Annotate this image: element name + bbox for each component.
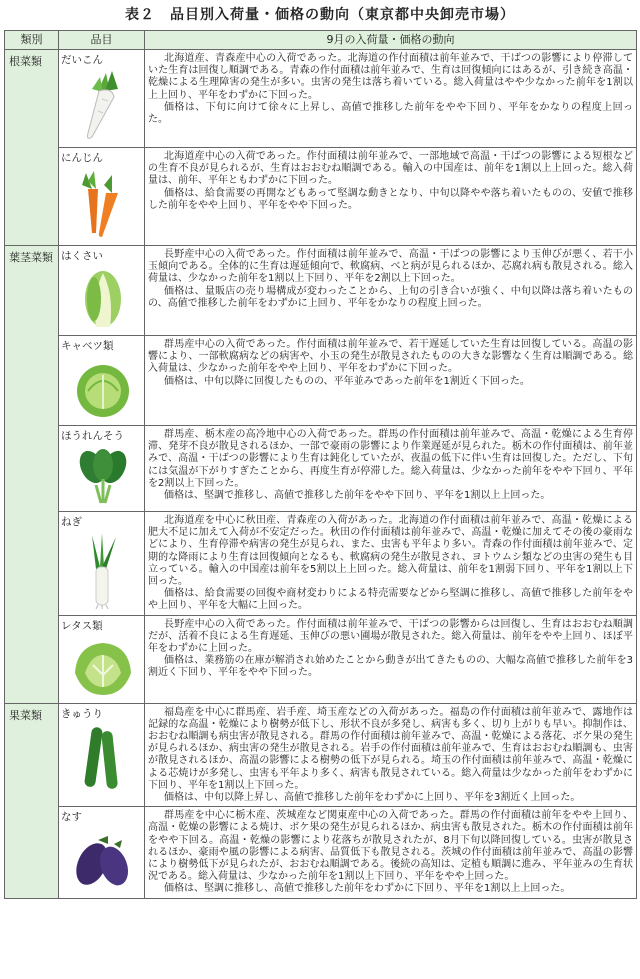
lettuce-icon (61, 635, 144, 703)
leek-icon (61, 531, 144, 613)
item-name: レタス類 (61, 619, 103, 632)
header-item: 品目 (59, 31, 145, 50)
chinese-cabbage-icon (61, 265, 144, 335)
trend-paragraph: 群馬産中心の入荷であった。作付面積は前年並みで、若干遅延していた生育は回復している。高温の影響により、一部軟腐病などの病害や、小玉の発生が散見されたものの大きな影響なく生育は順調である。総入荷量は、少なかった前年をやや上回り、平年をわずかに下回った。 (148, 339, 633, 375)
item-name: はくさい (61, 250, 103, 262)
trend-paragraph: 価格は、中旬以降上昇し、高値で推移した前年をわずかに上回り、平年を3割近く上回った。 (164, 792, 581, 804)
trend-paragraph: 価格は、給食需要の回復や商材変わりによる特売需要などから堅調に推移し、高値で推移した前年をやや上回り、平年を大幅に上回った。 (148, 588, 633, 612)
table-row (5, 512, 637, 616)
item-cell (59, 807, 145, 898)
trend-description (145, 246, 637, 336)
cabbage-icon (61, 355, 144, 425)
table-row (5, 336, 637, 426)
category-cell: 果菜類 (5, 703, 59, 898)
item-name: キャベツ類 (61, 340, 114, 352)
trend-paragraph: 福島産を中心に群馬産、岩手産、埼玉産などの入荷があった。福島の作付面積は前年並みで、露地作は記録的な高温・乾燥により樹勢が低下し、形状不良が多発し、病害も多く、切り上がりも早い。抑制作は、おおむね順調も病虫害が散見される。群馬の作付面積は前年並みで、高温・乾燥による落花、ボケ果の発生が見られるほか、病虫害の発生が散見される。岩手の作付面積は前年並みで、生育はおおむね順調も、虫害が散見されるほか、高温の影響による樹勢の低下が見られる。埼玉の作付面積は前年並みで、高温・乾燥による芯焼けが多発し、虫害も平年より多く、病害も散見されている。総入荷量は少なかった前年をわずかに下回り、平年を1割以上下回った。 (148, 706, 633, 791)
trend-paragraph: 価格は、堅調に推移し、高値で推移した前年をわずかに下回り、平年を1割以上上回った。 (164, 883, 571, 895)
trend-paragraph: 長野産中心の入荷であった。作付面積は前年並みで、干ばつの影響からは回復し、生育はおおむね順調だが、活着不良による生育遅延、玉伸びの悪い圃場が散見された。総入荷量は、前年をやや上回り、ほぼ平年をわずかに上回った。 (148, 618, 633, 655)
trend-paragraph: 群馬産、栃木産の高冷地中心の入荷であった。群馬の作付面積は前年並みで、高温・乾燥による生育停滞、発芽不良が散見されるほか、一部で豪雨の影響により作業遅延が見られた。栃木の作付面積は、前年並みで、高温・干ばつの影響により生育は鈍化していたが、夜温の低下に伴い生育は回復した。ただし、下旬には気温が下がりすぎたことから、再度生育が停滞した。総入荷量は、少なかった前年をやや下回り、平年を2割以上下回った。 (148, 429, 633, 489)
item-cell (59, 246, 145, 336)
item-name: きゅうり (61, 707, 103, 720)
trend-description (145, 512, 637, 616)
table-row (5, 148, 637, 246)
carrot-icon (61, 167, 144, 245)
trend-description (145, 615, 637, 703)
table-row (5, 615, 637, 703)
item-cell (59, 512, 145, 616)
trend-description (145, 148, 637, 246)
header-trend: 9月の入荷量・価格の動向 (145, 31, 637, 50)
table-row (5, 807, 637, 898)
eggplant-icon (61, 826, 144, 894)
item-name: だいこん (61, 54, 103, 66)
item-name: にんじん (61, 152, 103, 164)
trend-description (145, 336, 637, 426)
category-cell: 根菜類 (5, 50, 59, 246)
trend-paragraph: 北海道産、青森産中心の入荷であった。北海道の作付面積は前年並みで、干ばつの影響により停滞していた生育は回復し順調である。青森の作付面積は前年並みで、生育は回復傾向にはあるが、引き続き高温・乾燥による生理障害の発生が多い。虫害の発生は落ち着いている。総入荷量はやや少なかった前年を1割以上上回り、平年をわずかに下回った。 (148, 53, 633, 101)
item-cell (59, 703, 145, 807)
trend-paragraph: 群馬産を中心に栃木産、茨城産など関東産中心の入荷であった。群馬の作付面積は前年をやや上回り、高温・乾燥の影響による焼け、ボケ果の発生が見られるほか、病虫害も散見された。栃木の作付面積は前年をやや下回る。高温・乾燥の影響により花落ちが散見されたが、8月下旬以降回復している。虫害が散見されるほか、豪雨や風の影響による病害、品質低下も散見される。茨城の作付面積は前年並みで、高温の影響により樹勢低下が見られたが、おおむね順調である。後続の高知は、定植も順調に進み、平年並みの生育状況である。総入荷量は、少なかった前年を1割以上下回り、平年をやや上回った。 (148, 810, 633, 883)
trend-paragraph: 価格は、中旬以降に回復したものの、平年並みであった前年を1割近く下回った。 (164, 375, 530, 387)
trend-paragraph: 価格は、下旬に向けて徐々に上昇し、高値で推移した前年をやや下回り、平年をかなりの程度上回った。 (148, 101, 633, 126)
table-row (5, 50, 637, 148)
category-cell: 葉茎菜類 (5, 246, 59, 704)
item-cell (59, 336, 145, 426)
trend-paragraph: 価格は、業務筋の在庫が解消され始めたことから動きが出てきたものの、大幅な高値で推移した前年を3割近く下回り、平年をやや下回った。 (148, 655, 633, 679)
item-name: ほうれんそう (61, 430, 124, 442)
item-cell (59, 50, 145, 148)
item-name: なす (61, 811, 82, 824)
header-category: 類別 (5, 31, 59, 50)
trend-description (145, 807, 637, 898)
trend-paragraph: 価格は、給食需要の再開などもあって堅調な動きとなり、中旬以降やや落ち着いたものの、安値で推移した前年をやや上回り、平年をやや下回った。 (148, 187, 633, 211)
item-name: ねぎ (61, 516, 82, 528)
trend-paragraph: 長野産中心の入荷であった。作付面積は前年並みで、高温・干ばつの影響により玉伸びが悪く、若干小玉傾向である。全体的に生育は遅延傾向で、軟腐病、べと病が見られるほか、芯腐れ病も散見される。総入荷量は、少なかった前年を1割以上下回り、平年を2割以上下回った。 (148, 249, 633, 285)
item-cell (59, 148, 145, 246)
trend-description (145, 426, 637, 512)
daikon-icon (61, 69, 144, 147)
table-title: 表２ 品目別入荷量・価格の動向（東京都中央卸売市場） (125, 7, 515, 23)
trend-description (145, 703, 637, 807)
table-row (5, 703, 637, 807)
cucumber-icon (61, 723, 144, 797)
spinach-icon (61, 445, 144, 511)
table-row (5, 426, 637, 512)
table-row (5, 246, 637, 336)
trend-paragraph: 価格は、量販店の売り場構成が変わったことから、上旬の引き合いが強く、中旬以降は落ち着いたものの、高値で推移した前年をわずかに上回り、平年をかなりの程度上回った。 (148, 285, 633, 309)
trend-paragraph: 北海道産中心の入荷であった。作付面積は前年並みで、一部地域で高温・干ばつの影響による短根などの生育不良が見られるが、生育はおおむね順調である。輸入の中国産は、前年を1割以上上回った。総入荷量は、前年、平年ともわずかに下回った。 (148, 151, 633, 187)
produce-trend-table (4, 30, 637, 899)
trend-paragraph: 価格は、堅調で推移し、高値で推移した前年をやや下回り、平年を1割以上上回った。 (164, 490, 551, 502)
trend-description (145, 50, 637, 148)
trend-paragraph: 北海道産を中心に秋田産、青森産の入荷があった。北海道の作付面積は前年並みで、高温・乾燥による肥大不足に加えて入荷が不安定だった。秋田の作付面積は前年並みで、高温・乾燥に加えてその後の豪雨などにより、生育停滞や病害の発生が見られ、また、虫害も平年より多い。青森の作付面積は前年並みで、定期的な降雨により生育は回復傾向となるも、軟腐病の発生が散見され、ヨトウムシ類などの虫害の発生も目立っている。輸入の中国産は前年を5割以上上回った。総入荷量は、前年を1割弱下回り、平年を1割以上下回った。 (148, 515, 633, 588)
item-cell (59, 615, 145, 703)
item-cell (59, 426, 145, 512)
